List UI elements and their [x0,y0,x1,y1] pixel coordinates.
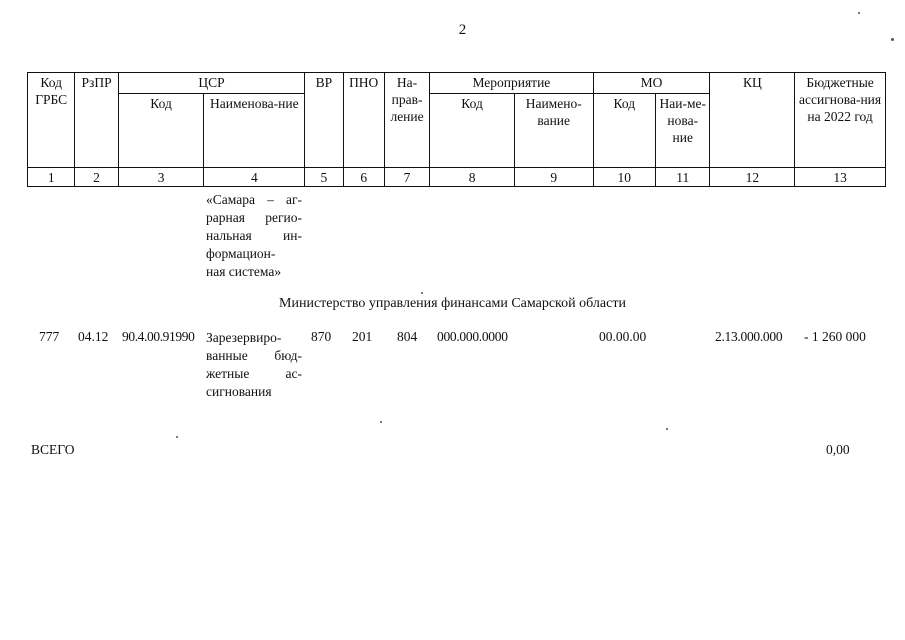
budget-table-header [27,72,886,187]
column-number: 13 [795,168,886,187]
header-kod-grbs: Код ГРБС [28,73,75,168]
page-number: 2 [458,22,467,38]
scan-speck [176,436,178,438]
row-name-line: ванные бюд- [206,348,302,363]
row-amount: - 1 260 000 [804,329,866,344]
column-number: 7 [384,168,429,187]
ministry-title: Министерство управления финансами Самарской области [279,296,626,311]
row-vr: 870 [311,329,332,344]
row-name-line: сигнования [206,384,272,399]
column-number: 6 [343,168,384,187]
continuation-name-cell [206,191,302,281]
column-number: 12 [710,168,795,187]
header-csr-name: Наименова-ние [204,94,305,168]
header-meropriyatie: Мероприятие [430,73,593,94]
header-rzpr: РзПР [75,73,118,168]
row-kc: 2.13.000.000 [715,329,783,344]
column-number: 2 [75,168,118,187]
total-value: 0,00 [826,442,850,457]
row-napravlenie: 804 [397,329,418,344]
header-kc: КЦ [710,73,795,168]
header-csr: ЦСР [118,73,305,94]
header-mo: МО [593,73,710,94]
header-meropr-kod: Код [430,94,515,168]
column-number: 5 [305,168,343,187]
column-number: 11 [656,168,710,187]
column-number: 8 [430,168,515,187]
row-name-line: жетные ас- [206,366,302,381]
scan-speck [891,38,894,41]
row-name-line: Зарезервиро- [206,330,282,345]
header-mo-kod: Код [593,94,656,168]
row-pno: 201 [352,329,373,344]
header-csr-kod: Код [118,94,204,168]
header-mo-name: Наи-ме-нова-ние [656,94,710,168]
header-vr: ВР [305,73,343,168]
row-meropr-kod: 000.000.0000 [437,329,508,344]
column-number: 3 [118,168,204,187]
continuation-line: формацион- [206,246,276,261]
header-pno: ПНО [343,73,384,168]
continuation-line: «Самара – аг- [206,192,302,207]
continuation-line: нальная ин- [206,228,302,243]
continuation-line: ная система» [206,264,282,279]
row-rzpr: 04.12 [78,329,109,344]
scan-speck [421,292,423,294]
row-mo-kod: 00.00.00 [599,329,647,344]
column-number: 1 [28,168,75,187]
continuation-line: рарная регио- [206,210,302,225]
row-csr-kod: 90.4.00.91990 [122,329,195,344]
scan-speck [666,428,668,430]
scan-speck [858,12,860,14]
header-budget: Бюджетные ассигнова-ния на 2022 год [795,73,886,168]
column-number: 9 [514,168,593,187]
column-number: 10 [593,168,656,187]
header-napravlenie: На-прав-ление [384,73,429,168]
total-label: ВСЕГО [31,442,75,457]
row-kod-grbs: 777 [39,329,60,344]
column-number: 4 [204,168,305,187]
header-meropr-name: Наимено-вание [514,94,593,168]
scan-speck [380,421,382,423]
row-name-cell [206,329,302,401]
